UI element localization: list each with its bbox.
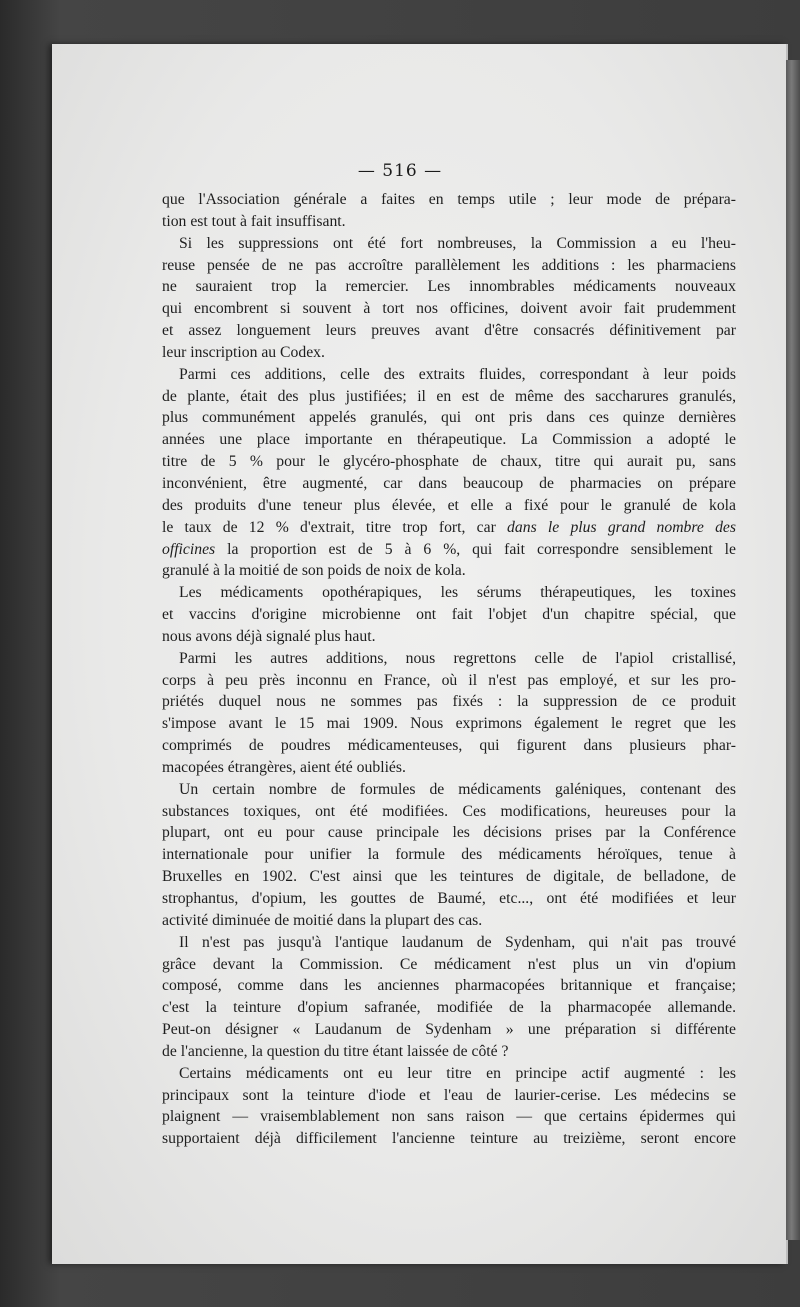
- text-segment: macopées étrangères, aient été oubliés.: [162, 758, 406, 776]
- text-segment: la proportion est de 5 à 6 %, qui fait correspondre sensiblement le: [227, 540, 736, 558]
- text-segment: titre de 5 % pour le glycéro-phosphate de chaux, titre qui aurait pu, sans: [162, 453, 736, 471]
- text-segment: reuse pensée de ne pas accroître parallèlement les additions : les pharmaciens: [162, 256, 736, 274]
- text-segment: de l'ancienne, la question du titre étant laissée de côté ?: [162, 1042, 509, 1060]
- text-line: [162, 910, 736, 932]
- text-segment: principaux sont la teinture d'iode et l'eau de laurier-cerise. Les médecins se: [162, 1086, 736, 1104]
- text-line: [162, 713, 736, 735]
- text-line: [162, 997, 736, 1019]
- text-line: [162, 1128, 736, 1150]
- text-line: [162, 539, 736, 561]
- text-segment: le taux de 12 % d'extrait, titre trop fort, car: [162, 518, 496, 536]
- text-line: [162, 757, 736, 779]
- text-line: [162, 255, 736, 277]
- text-line: [162, 1063, 736, 1085]
- text-segment: substances toxiques, ont été modifiées. Ces modifications, heureuses pour la: [162, 802, 736, 820]
- text-segment: de plante, était des plus justifiées; il en est de même des saccharures granulés,: [162, 387, 736, 405]
- text-segment: Un certain nombre de formules de médicaments galéniques, contenant des: [179, 780, 736, 798]
- text-line: [162, 1106, 736, 1128]
- text-line: [162, 189, 736, 211]
- text-line: [162, 670, 736, 692]
- text-segment: qui encombrent si souvent à tort nos officines, doivent avoir fait prudemment: [162, 300, 736, 318]
- text-line: [162, 954, 736, 976]
- text-line: [162, 320, 736, 342]
- text-segment: ne sauraient trop la remercier. Les innombrables médicaments nouveaux: [162, 278, 736, 296]
- text-segment: s'impose avant le 15 mai 1909. Nous exprimons également le regret que les: [162, 715, 736, 733]
- text-line: [162, 866, 736, 888]
- text-line: [162, 560, 736, 582]
- italic-segment: dans le plus grand nombre des: [507, 518, 736, 536]
- page-number: — 516 —: [357, 161, 443, 181]
- text-line: [162, 386, 736, 408]
- text-line: [162, 517, 736, 539]
- text-line: [162, 298, 736, 320]
- text-segment: Les médicaments opothérapiques, les sérums thérapeutiques, les toxines: [179, 584, 736, 602]
- text-segment: tion est tout à fait insuffisant.: [162, 212, 346, 230]
- text-segment: c'est la teinture d'opium safranée, modifiée de la pharmacopée allemande.: [162, 999, 736, 1017]
- text-segment: Parmi les autres additions, nous regrettons celle de l'apiol cristallisé,: [179, 649, 736, 667]
- text-line: [162, 473, 736, 495]
- text-segment: strophantus, d'opium, les gouttes de Baumé, etc..., ont été modifiées et leur: [162, 890, 736, 907]
- text-line: [162, 1085, 736, 1107]
- text-segment: Il n'est pas jusqu'à l'antique laudanum de Sydenham, qui n'ait pas trouvé: [179, 933, 736, 951]
- text-segment: années une place importante en thérapeutique. La Commission a adopté le: [162, 431, 736, 449]
- text-segment: des produits d'une teneur plus élevée, et elle a fixé pour le granulé de kola: [162, 496, 736, 514]
- italic-segment: officines: [162, 540, 216, 558]
- text-segment: Si les suppressions ont été fort nombreuses, la Commission a eu l'heu-: [179, 234, 736, 252]
- text-line: [162, 582, 736, 604]
- text-segment: composé, comme dans les anciennes pharmacopées britannique et française;: [162, 977, 736, 995]
- text-line: [162, 626, 736, 648]
- text-line: [162, 211, 736, 233]
- text-segment: et vaccins d'origine microbienne ont fait l'objet d'un chapitre spécial, que: [162, 606, 736, 624]
- text-line: [162, 648, 736, 670]
- text-line: [162, 429, 736, 451]
- text-line: [162, 932, 736, 954]
- text-segment: internationale pour unifier la formule des médicaments héroïques, tenue à: [162, 846, 736, 864]
- text-line: [162, 1041, 736, 1063]
- text-segment: corps à peu près inconnu en France, où il n'est pas employé, et sur les pro-: [162, 671, 736, 689]
- text-segment: grâce devant la Commission. Ce médicament n'est plus un vin d'opium: [162, 955, 736, 973]
- text-segment: inconvénient, être augmenté, car dans beaucoup de pharmacies on prépare: [162, 474, 736, 492]
- binding-edge: [786, 60, 800, 1240]
- text-line: [162, 364, 736, 386]
- text-line: [162, 735, 736, 757]
- text-line: [162, 451, 736, 473]
- text-line: [162, 844, 736, 866]
- text-line: [162, 407, 736, 429]
- text-segment: Bruxelles en 1902. C'est ainsi que les teintures de digitale, de belladone, de: [162, 868, 736, 886]
- text-line: [162, 822, 736, 844]
- text-segment: Certains médicaments ont eu leur titre en principe actif augmenté : les: [179, 1064, 736, 1082]
- text-segment: Parmi ces additions, celle des extraits fluides, correspondant à leur poids: [179, 365, 736, 383]
- text-segment: nous avons déjà signalé plus haut.: [162, 627, 376, 645]
- text-segment: plaignent — vraisemblablement non sans raison — que certains épidermes qui: [162, 1108, 736, 1126]
- text-segment: leur inscription au Codex.: [162, 343, 325, 361]
- text-line: [162, 1019, 736, 1041]
- text-segment: granulé à la moitié de son poids de noix de kola.: [162, 562, 466, 580]
- text-segment: que l'Association générale a faites en temps utile ; leur mode de prépara-: [162, 191, 736, 208]
- text-segment: comprimés de poudres médicamenteuses, qui figurent dans plusieurs phar-: [162, 737, 736, 755]
- text-line: [162, 342, 736, 364]
- text-line: [162, 604, 736, 626]
- text-segment: priétés duquel nous ne sommes pas fixés : la suppression de ce produit: [162, 693, 736, 711]
- text-line: [162, 888, 736, 910]
- text-segment: et assez longuement leurs preuves avant d'être consacrés définitivement par: [162, 322, 736, 340]
- text-line: [162, 779, 736, 801]
- text-segment: activité diminuée de moitié dans la plupart des cas.: [162, 911, 483, 929]
- text-segment: plus communément appelés granulés, qui ont pris dans ces quinze dernières: [162, 409, 736, 427]
- text-line: [162, 691, 736, 713]
- text-segment: plupart, ont eu pour cause principale les décisions prises par la Conférence: [162, 824, 736, 842]
- text-segment: supportaient déjà difficilement l'ancienne teinture au treizième, seront encore: [162, 1130, 736, 1148]
- text-line: [162, 276, 736, 298]
- text-segment: Peut-on désigner « Laudanum de Sydenham » une préparation si différente: [162, 1021, 736, 1039]
- text-line: [162, 801, 736, 823]
- text-line: [162, 495, 736, 517]
- text-line: [162, 233, 736, 255]
- body-text: [162, 189, 736, 1150]
- text-line: [162, 975, 736, 997]
